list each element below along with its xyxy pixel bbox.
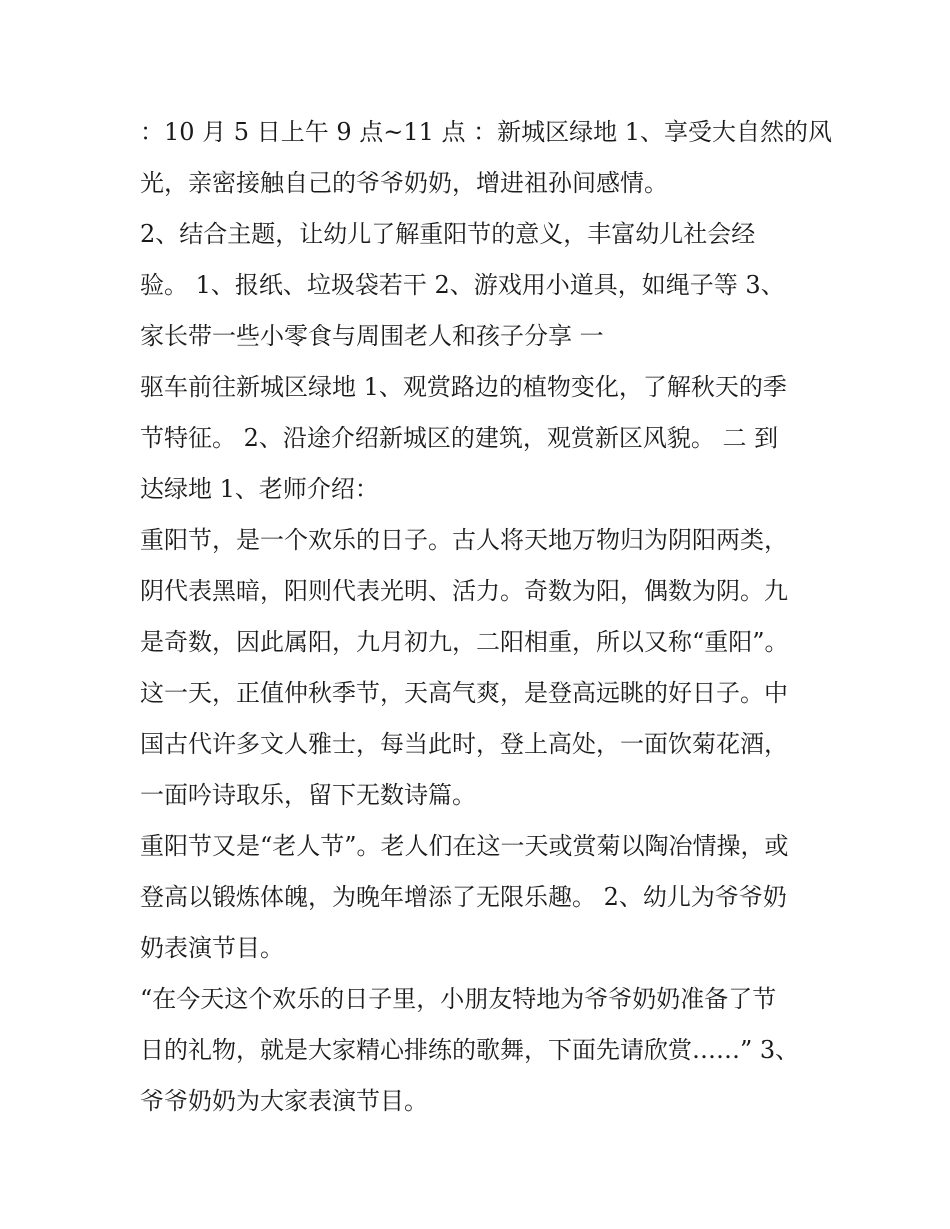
text-line: 驱车前往新城区绿地 1、观赏路边的植物变化，了解秋天的季: [140, 373, 787, 401]
text-line: 重阳节又是“老人节”。老人们在这一天或赏菊以陶冶情操，或: [140, 832, 789, 860]
text-line: 国古代许多文人雅士，每当此时，登上高处，一面饮菊花酒，: [140, 730, 788, 758]
text-line: 爷爷奶奶为大家表演节目。: [140, 1087, 428, 1115]
text-line: 验。 1、报纸、垃圾袋若干 2、游戏用小道具，如绳子等 3、: [140, 271, 785, 299]
text-line: 一面吟诗取乐，留下无数诗篇。: [140, 781, 476, 809]
text-line: 是奇数，因此属阳，九月初九，二阳相重，所以又称“重阳”。: [140, 628, 789, 656]
text-line: 节特征。 2、沿途介绍新城区的建筑，观赏新区风貌。 二 到: [140, 424, 779, 452]
document-body: [140, 107, 833, 1127]
text-line: 2、结合主题，让幼儿了解重阳节的意义，丰富幼儿社会经: [140, 220, 756, 248]
text-line: 登高以锻炼体魄，为晚年增添了无限乐趣。 2、幼儿为爷爷奶: [140, 883, 787, 911]
text-line: ：10 月 5 日上午 9 点~11 点 ：新城区绿地 1、享受大自然的风: [140, 118, 833, 146]
text-line: 重阳节，是一个欢乐的日子。古人将天地万物归为阴阳两类，: [140, 526, 788, 554]
text-line: 阴代表黑暗，阳则代表光明、活力。奇数为阳，偶数为阴。九: [140, 577, 788, 605]
text-line: 这一天，正值仲秋季节，天高气爽，是登高远眺的好日子。中: [140, 679, 788, 707]
text-line: 日的礼物，就是大家精心排练的歌舞，下面先请欣赏……” 3、: [140, 1036, 800, 1064]
text-line: “在今天这个欢乐的日子里，小朋友特地为爷爷奶奶准备了节: [140, 985, 777, 1013]
text-line: 达绿地 1、老师介绍：: [140, 475, 379, 503]
text-line: 奶表演节目。: [140, 934, 284, 962]
text-line: 家长带一些小零食与周围老人和孩子分享 一: [140, 322, 604, 350]
text-line: 光，亲密接触自己的爷爷奶奶，增进祖孙间感情。: [140, 169, 668, 197]
